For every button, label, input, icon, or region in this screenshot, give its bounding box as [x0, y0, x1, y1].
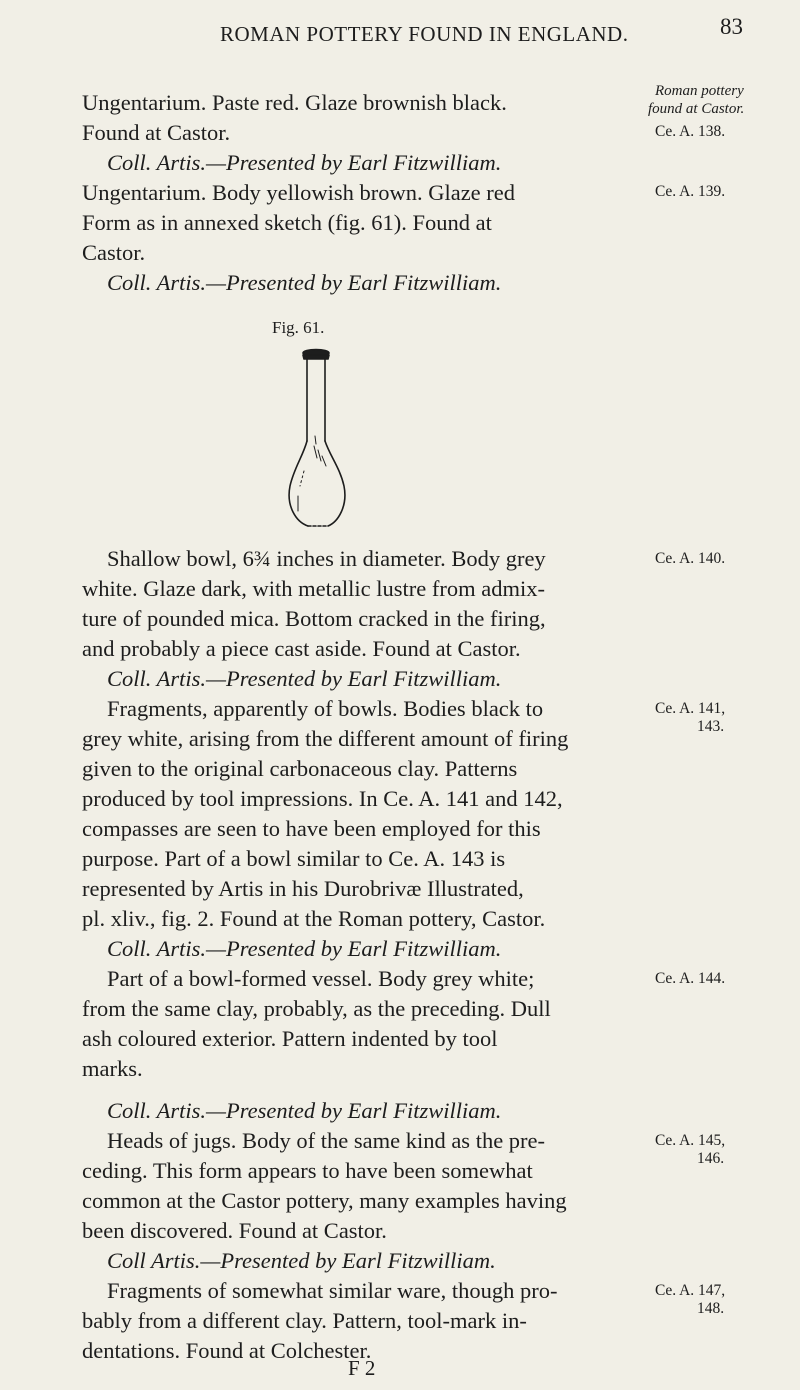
- margin-note-catalog: Ce. A. 147,: [655, 1282, 726, 1299]
- collection-credit: Coll. Artis.—Presented by Earl Fitzwilliam.: [107, 270, 502, 295]
- collection-credit: Coll. Artis.—Presented by Earl Fitzwilliam.: [107, 666, 502, 691]
- text-line: marks.: [82, 1056, 143, 1081]
- text-line: ceding. This form appears to have been somewhat: [82, 1158, 533, 1183]
- collection-credit: Coll Artis.—Presented by Earl Fitzwilliam.: [107, 1248, 496, 1273]
- text-line: Found at Castor.: [82, 120, 231, 145]
- ungentarium-sketch-icon: [258, 346, 378, 536]
- text-line: Ungentarium. Paste red. Glaze brownish black.: [82, 90, 507, 115]
- collection-credit: Coll. Artis.—Presented by Earl Fitzwilliam.: [107, 936, 502, 961]
- margin-note-catalog: Ce. A. 145,: [655, 1132, 726, 1149]
- running-head: ROMAN POTTERY FOUND IN ENGLAND.: [220, 22, 629, 46]
- text-line: and probably a piece cast aside. Found at Castor.: [82, 636, 521, 661]
- margin-note-catalog: Ce. A. 144.: [655, 970, 726, 987]
- page-header: [0, 10, 800, 50]
- margin-note-catalog: Ce. A. 140.: [655, 550, 726, 567]
- text-line: purpose. Part of a bowl similar to Ce. A. 143 is: [82, 846, 506, 871]
- text-line: Fragments, apparently of bowls. Bodies black to: [107, 696, 544, 721]
- text-line: Castor.: [82, 240, 146, 265]
- text-line: represented by Artis in his Durobrivæ Illustrated,: [82, 876, 524, 901]
- text-line: from the same clay, probably, as the preceding. Dull: [82, 996, 551, 1021]
- text-line: Part of a bowl-formed vessel. Body grey white;: [107, 966, 535, 991]
- text-line: Fragments of somewhat similar ware, though pro-: [107, 1278, 558, 1303]
- signature-mark: F 2: [348, 1356, 376, 1380]
- text-line: produced by tool impressions. In Ce. A. 141 and 142,: [82, 786, 563, 811]
- text-line: Shallow bowl, 6¾ inches in diameter. Body grey: [107, 546, 546, 571]
- text-line: pl. xliv., fig. 2. Found at the Roman pottery, Castor.: [82, 906, 546, 931]
- margin-note-section: Roman pottery: [655, 83, 744, 99]
- text-line: grey white, arising from the different amount of firing: [82, 726, 569, 751]
- text-line: compasses are seen to have been employed for this: [82, 816, 541, 841]
- text-line: Heads of jugs. Body of the same kind as the pre-: [107, 1128, 546, 1153]
- text-line: Form as in annexed sketch (fig. 61). Found at: [82, 210, 492, 235]
- text-line: bably from a different clay. Pattern, tool-mark in-: [82, 1308, 527, 1333]
- collection-credit: Coll. Artis.—Presented by Earl Fitzwilliam.: [107, 150, 502, 175]
- margin-note-section: found at Castor.: [648, 101, 745, 117]
- text-line: ture of pounded mica. Bottom cracked in the firing,: [82, 606, 546, 631]
- text-line: been discovered. Found at Castor.: [82, 1218, 387, 1243]
- collection-credit: Coll. Artis.—Presented by Earl Fitzwilliam.: [107, 1098, 502, 1123]
- margin-note-catalog: Ce. A. 138.: [655, 123, 726, 140]
- text-line: ash coloured exterior. Pattern indented by tool: [82, 1026, 498, 1051]
- figure-caption: Fig. 61.: [272, 318, 325, 337]
- text-line: given to the original carbonaceous clay. Patterns: [82, 756, 518, 781]
- margin-note-catalog: 146.: [697, 1150, 725, 1167]
- text-line: dentations. Found at Colchester.: [82, 1338, 372, 1363]
- text-line: Ungentarium. Body yellowish brown. Glaze red: [82, 180, 516, 205]
- text-line: white. Glaze dark, with metallic lustre from admix-: [82, 576, 545, 601]
- page-number: 83: [720, 14, 743, 39]
- figure-61: [258, 346, 378, 536]
- margin-note-catalog: 148.: [697, 1300, 725, 1317]
- text-line: common at the Castor pottery, many examples having: [82, 1188, 567, 1213]
- margin-note-catalog: 143.: [697, 718, 725, 735]
- margin-note-catalog: Ce. A. 141,: [655, 700, 726, 717]
- margin-note-catalog: Ce. A. 139.: [655, 183, 726, 200]
